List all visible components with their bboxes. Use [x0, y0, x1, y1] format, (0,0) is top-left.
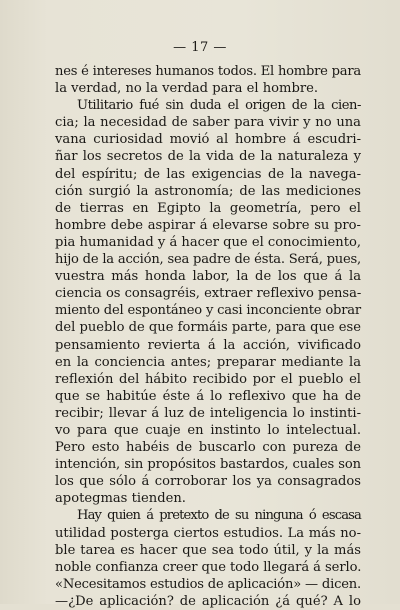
text-line: cia; la necesidad de saber para vivir y no una	[55, 115, 361, 131]
text-line: del pueblo de que formáis parte, para que ese	[55, 320, 361, 336]
text-line: ción surgió la astronomía; de las mediciones	[55, 183, 361, 199]
text-line: que se habitúe éste á lo reflexivo que ha de	[55, 388, 361, 404]
text-line: del espíritu; de las exigencias de la navega-	[55, 166, 361, 182]
text-line: ñar los secretos de la vida de la naturaleza y	[55, 149, 361, 165]
text-line: nes é intereses humanos todos. El hombre para	[55, 64, 361, 79]
text-line: hijo de la acción, sea padre de ésta. Será, pues,	[55, 252, 361, 268]
text-line: de tierras en Egipto la geometría, pero el	[55, 200, 361, 216]
text-line: miento del espontáneo y casi inconciente obrar	[55, 303, 361, 319]
text-line: intención, sin propósitos bastardos, cuales son	[55, 457, 361, 473]
text-line: ble tarea es hacer que sea todo útil, y la más	[55, 542, 361, 558]
text-line: ciencia os consagréis, extraer reflexivo pensa-	[55, 286, 362, 302]
text-line: hombre debe aspirar á elevarse sobre su pro-	[55, 217, 361, 233]
text-line: recibir; llevar á luz de inteligencia lo instinti-	[55, 405, 361, 421]
text-line: en la conciencia antes; preparar mediante la	[55, 354, 361, 370]
text-line: utilidad posterga ciertos estudios. La más no-	[55, 525, 361, 541]
page-number: — 17 —	[173, 40, 227, 55]
text-line: la verdad, no la verdad para el hombre.	[55, 81, 319, 97]
text-line: vo para que cuaje en instinto lo intelectual.	[55, 422, 361, 438]
text-line: reflexión del hábito recibido por el pueblo el	[55, 371, 361, 387]
text-line: Pero esto habéis de buscarlo con pureza de	[55, 440, 361, 456]
text-line: —¿De aplicación? de aplicación ¿á qué? A lo	[55, 593, 361, 609]
text-line: los que sólo á corroborar los ya consagrados	[55, 474, 361, 490]
text-line: pia humanidad y á hacer que el conocimiento,	[55, 234, 361, 250]
text-line: pensamiento revierta á la acción, vivificado	[55, 337, 361, 353]
body-text	[55, 63, 361, 610]
text-line: «Necesitamos estudios de aplicación» — dicen.	[55, 576, 361, 592]
text-line: vuestra más honda labor, la de los que á la	[55, 269, 361, 285]
text-line: Hay quien á pretexto de su ninguna ó escasa	[77, 508, 361, 524]
text-line: apotegmas tienden.	[55, 491, 186, 507]
text-line: noble confianza creer que todo llegará á serlo.	[55, 559, 362, 575]
text-line: vana curiosidad movió al hombre á escudri-	[55, 132, 361, 148]
text-line: Utilitario fué sin duda el origen de la cien-	[77, 98, 361, 114]
